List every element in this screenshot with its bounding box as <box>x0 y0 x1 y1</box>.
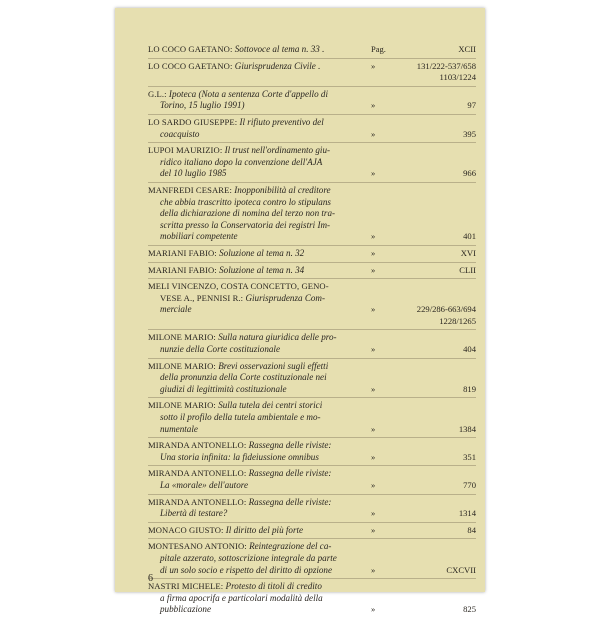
entry-author: MARIANI FABIO: <box>148 264 217 275</box>
page-reference: 966 <box>463 168 476 179</box>
page-reference: 404 <box>463 344 476 355</box>
page-marker: » <box>371 604 376 615</box>
page-reference: CLII <box>459 264 476 275</box>
page-reference: 770 <box>463 480 476 490</box>
entry-title: Soluzione al tema n. 34 <box>219 264 305 275</box>
entry-line <box>148 440 476 452</box>
entry-line <box>148 316 476 328</box>
index-entry <box>148 263 476 280</box>
entry-title: Brevi osservazioni sugli effetti <box>218 360 329 371</box>
entry-author: LUPOI MAURIZIO: <box>148 145 223 156</box>
page-marker: » <box>371 264 376 275</box>
entry-line <box>148 581 476 593</box>
entry-title: scritta presso la Conservatoria dei registri Im- <box>160 219 331 230</box>
entry-text <box>160 424 198 436</box>
entry-text <box>148 468 331 480</box>
entry-text <box>148 117 324 129</box>
index-entry <box>148 398 476 438</box>
index-entry <box>148 523 476 540</box>
entry-author: MILONE MARIO: <box>148 400 216 411</box>
page-marker: » <box>371 383 376 394</box>
entry-title: numentale <box>160 423 198 434</box>
entry-line <box>148 265 476 277</box>
index-entry <box>148 359 476 399</box>
entry-text <box>148 281 329 293</box>
entry-text <box>148 400 322 412</box>
entry-text <box>148 497 331 509</box>
entry-author: MELI VINCENZO, COSTA CONCETTO, GENO- <box>148 281 329 292</box>
page-marker: » <box>371 304 376 315</box>
entry-line <box>148 220 476 232</box>
index-entry <box>148 246 476 263</box>
entry-title: che abbia trascritto ipoteca contro lo stipulans <box>160 196 331 207</box>
entry-line <box>148 89 476 101</box>
index-entry <box>148 183 476 246</box>
entry-title: nunzie della Corte costituzionale <box>160 344 280 355</box>
index-entry <box>148 579 476 618</box>
entry-line <box>148 424 476 436</box>
entry-line <box>148 248 476 260</box>
entry-text <box>160 168 226 180</box>
entry-line <box>148 372 476 384</box>
page-reference: 1103/1224 <box>439 72 476 83</box>
entry-title: Una storia infinita: la fideiussione omnibus <box>160 451 319 462</box>
page-marker: » <box>371 247 376 258</box>
index-entry <box>148 466 476 494</box>
index-entry <box>148 59 476 87</box>
page-reference: 131/222-537/658 <box>416 60 476 71</box>
entry-title: del 10 luglio 1985 <box>160 168 227 179</box>
entry-author: LO SARDO GIUSEPPE: <box>148 116 238 127</box>
entry-title: Giurisprudenza Com- <box>245 292 326 303</box>
entry-title: della dichiarazione di nomina del terzo non tra- <box>160 208 336 219</box>
entry-line <box>148 384 476 396</box>
entry-line <box>148 604 476 616</box>
page-reference: 1228/1265 <box>439 315 476 326</box>
entry-text <box>148 89 328 101</box>
page-marker: » <box>371 423 376 434</box>
entry-text <box>148 265 304 277</box>
entry-author: MILONE MARIO: <box>148 332 216 343</box>
entry-title: Reintegrazione del ca- <box>249 541 332 552</box>
entry-author: MARIANI FABIO: <box>148 247 217 258</box>
entry-text <box>148 44 324 56</box>
entry-title: Protesto di titoli di credito <box>225 581 322 592</box>
page-number: 6 <box>148 573 153 584</box>
entry-text <box>148 145 330 157</box>
entry-text <box>160 157 322 169</box>
entry-line <box>148 61 476 73</box>
entry-line <box>148 197 476 209</box>
entry-author: LO COCO GAETANO: <box>148 60 233 71</box>
entry-text <box>160 197 331 209</box>
entry-line <box>148 508 476 520</box>
entry-line <box>148 185 476 197</box>
entry-title: Rassegna delle riviste: <box>248 440 332 451</box>
page-reference: CXCVII <box>446 564 476 575</box>
entry-title: ridico italiano dopo la convenzione dell'AJA <box>160 156 323 167</box>
entry-text <box>160 604 211 616</box>
entry-title: Il diritto del più forte <box>225 524 304 535</box>
entry-title: merciale <box>160 304 192 315</box>
page-marker: » <box>371 480 376 490</box>
entry-title: pitale azzerato, sottoscrizione integrale da parte <box>160 552 337 563</box>
index-entry <box>148 279 476 330</box>
entry-text <box>160 553 337 565</box>
entry-title: Soluzione al tema n. 32 <box>219 247 305 258</box>
entry-text <box>160 372 327 384</box>
entry-title: Sottovoce al tema n. 33 . <box>234 44 325 54</box>
entry-text <box>148 581 322 593</box>
page-marker: Pag. <box>371 44 386 54</box>
entry-text <box>148 248 304 260</box>
entry-text <box>160 508 227 520</box>
entry-line <box>148 565 476 577</box>
entry-title: mobiliari competente <box>160 231 238 242</box>
page-reference: 84 <box>467 524 476 535</box>
entry-line <box>148 452 476 464</box>
entry-author: MONACO GIUSTO: <box>148 524 224 535</box>
entry-title: pubblicazione <box>160 604 212 615</box>
entry-line <box>148 231 476 243</box>
entry-text <box>160 293 325 305</box>
entry-line <box>148 412 476 424</box>
entry-text <box>160 384 287 396</box>
entry-text <box>148 541 331 553</box>
entry-author: MIRANDA ANTONELLO: <box>148 440 247 451</box>
page-reference: 401 <box>463 231 476 242</box>
entry-text <box>148 440 331 452</box>
entry-text <box>148 525 303 537</box>
entry-title: Inopponibilità al creditore <box>234 184 331 195</box>
entry-line <box>148 293 476 305</box>
entry-title: Il trust nell'ordinamento giu- <box>224 145 331 156</box>
entry-author: MIRANDA ANTONELLO: <box>148 468 247 479</box>
entry-author: G.L.: <box>148 88 167 99</box>
entry-line <box>148 553 476 565</box>
index-entry <box>148 438 476 466</box>
entry-author: MONTESANO ANTONIO: <box>148 541 247 552</box>
entry-title: Sulla natura giuridica delle pro- <box>218 332 337 343</box>
page-marker: » <box>371 60 376 71</box>
entry-line <box>148 480 476 492</box>
entry-title: Rassegna delle riviste: <box>248 468 332 479</box>
entry-line <box>148 129 476 141</box>
entry-title: di un solo socio e rispetto del diritto di opzione <box>160 564 333 575</box>
entry-title: Il rifiuto preventivo del <box>239 116 324 127</box>
index-entry <box>148 143 476 183</box>
page-marker: » <box>371 564 376 575</box>
entry-line <box>148 400 476 412</box>
page-reference: 825 <box>463 604 476 615</box>
index-entry <box>148 330 476 358</box>
index-entry <box>148 42 476 59</box>
entry-author: MIRANDA ANTONELLO: <box>148 496 247 507</box>
index-entry <box>148 495 476 523</box>
entry-text <box>160 565 332 577</box>
page-marker: » <box>371 524 376 535</box>
entry-author: MANFREDI CESARE: <box>148 184 232 195</box>
page-reference: XVI <box>460 247 476 258</box>
entry-line <box>148 168 476 180</box>
index-entry <box>148 115 476 143</box>
page-reference: XCII <box>458 44 476 54</box>
index-entries <box>148 42 476 618</box>
entry-title: Giurisprudenza Civile . <box>234 60 321 71</box>
index-entry <box>148 539 476 579</box>
page-reference: 351 <box>463 451 476 462</box>
entry-line <box>148 304 476 316</box>
entry-line <box>148 117 476 129</box>
entry-line <box>148 468 476 480</box>
entry-text <box>160 480 248 492</box>
entry-author: LO COCO GAETANO: <box>148 44 233 54</box>
entry-author: NASTRI MICHELE: <box>148 581 224 592</box>
page-marker: » <box>371 344 376 355</box>
entry-text <box>160 231 238 243</box>
entry-title: giudizi di legittimità costituzionale <box>160 383 287 394</box>
page-reference: 395 <box>463 128 476 139</box>
entry-line <box>148 525 476 537</box>
entry-line <box>148 281 476 293</box>
entry-title: La «morale» dell'autore <box>160 480 248 490</box>
entry-line <box>148 593 476 605</box>
entry-line <box>148 497 476 509</box>
entry-title: sotto il profilo della tutela ambientale e mo- <box>160 412 321 423</box>
entry-line <box>148 44 476 56</box>
entry-text <box>148 332 337 344</box>
book-page <box>115 8 485 615</box>
entry-author: VESE A., PENNISI R.: <box>160 292 244 303</box>
page-marker: » <box>371 231 376 242</box>
entry-text <box>148 361 328 373</box>
entry-line <box>148 541 476 553</box>
entry-line <box>148 145 476 157</box>
page-marker: » <box>371 451 376 462</box>
entry-line <box>148 157 476 169</box>
entry-text <box>160 593 323 605</box>
page-marker: » <box>371 100 376 111</box>
entry-line <box>148 361 476 373</box>
entry-text <box>160 412 321 424</box>
page-reference: 1314 <box>458 508 476 519</box>
entry-author: MILONE MARIO: <box>148 360 216 371</box>
page-reference: 229/286-663/694 <box>416 304 476 315</box>
entry-text <box>160 100 245 112</box>
page-reference: 97 <box>467 100 476 111</box>
entry-title: Libertà di testare? <box>160 508 228 519</box>
entry-text <box>160 452 319 464</box>
entry-line <box>148 332 476 344</box>
entry-line <box>148 100 476 112</box>
page-marker: » <box>371 168 376 179</box>
entry-title: della pronunzia della Corte costituzionale nei <box>160 372 327 383</box>
index-entry <box>148 87 476 115</box>
entry-title: Rassegna delle riviste: <box>248 496 332 507</box>
entry-text <box>148 61 320 73</box>
entry-line <box>148 72 476 84</box>
entry-line <box>148 344 476 356</box>
entry-text <box>160 304 191 316</box>
page-reference: 819 <box>463 383 476 394</box>
entry-text <box>160 208 335 220</box>
entry-text <box>160 344 280 356</box>
entry-line <box>148 208 476 220</box>
entry-text <box>148 185 331 197</box>
page-marker: » <box>371 128 376 139</box>
entry-title: Ipoteca (Nota a sentenza Corte d'appello di <box>168 88 328 99</box>
entry-text <box>160 220 330 232</box>
entry-title: Sulla tutela dei centri storici <box>218 400 323 411</box>
entry-title: a firma apocrifa e particolari modalità della <box>160 592 323 603</box>
entry-title: coacquisto <box>160 128 200 139</box>
page-reference: 1384 <box>458 423 476 434</box>
page-marker: » <box>371 508 376 519</box>
entry-title: Torino, 15 luglio 1991) <box>160 100 245 111</box>
entry-text <box>160 129 199 141</box>
